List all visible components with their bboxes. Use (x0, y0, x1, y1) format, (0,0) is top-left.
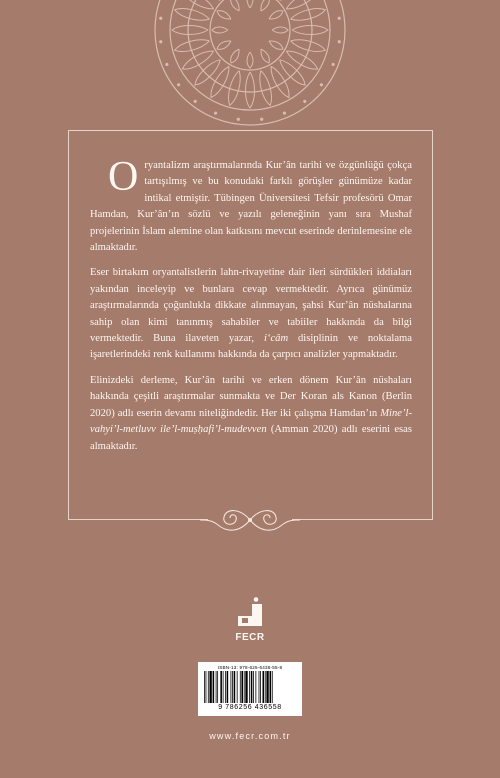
mandala-ornament (150, 0, 350, 130)
publisher-logo (230, 596, 270, 646)
italic-title: Mine’l-vahyi’l-metluvv ile’l-muṣḥafi’l-mudevven (90, 407, 412, 436)
paragraph-2 (90, 265, 412, 363)
paragraph-2-text: Eser birtakım oryantalistlerin lahn-rivayetine dair ileri sürdükleri iddiaları yakından inceleyip ve bunlara cevap vermektedir. Ayrıca günümüz araştırmalarında çoğunlukla dikkate alınmayan, şahsi Kur’ân nüshalarına sahip olan kimi tanınmış sahabiler ve tabiiler hakkında da bilgi vermektedir. Buna ilaveten yazar, (90, 267, 412, 345)
paragraph-2-text-end: disiplinin ve noktalama işaretlerindeki renk kullanımı hakkında da çarpıcı analizler yapmaktadır. (90, 333, 412, 361)
paragraph-3 (90, 373, 412, 455)
barcode (198, 662, 302, 716)
publisher-name: FECR (235, 632, 265, 643)
drop-cap: O (108, 154, 139, 200)
website-url[interactable]: www.fecr.com.tr (209, 731, 291, 741)
paragraph-1-text: ryantalizm araştırmalarında Kur’ân tarihi ve özgünlüğü çokça tartışılmış ve bu konudaki farklı görüşler günümüze kadar intikal etmiştir. Tübingen Üniversitesi Tefsir profesörü Omar Hamdan, Kur’ân’ın sözlü ve yazılı geleneğinin yanı sıra Mushaf projelerinin İslam alemine olan katkısını mevcut eserinde derinlemesine ele almaktadır. (90, 160, 412, 254)
paragraph-3-text-end: (Amman 2020) adlı eserini esas almaktadır. (90, 424, 413, 452)
paragraph-3-text: Elinizdeki derleme, Kur’ân tarihi ve erken dönem Kur’ân nüshaları hakkında çeşitli araştırmalar sunmakta ve Der Koran als Kanon (Berlin 2020) adlı eserin devamı niteliğindedir. Her iki çalışma Hamdan’ın (90, 374, 412, 419)
flourish-ornament (188, 503, 312, 537)
fecr-logo-icon (230, 596, 270, 632)
barcode-bars (202, 671, 298, 703)
barcode-number: 9 786256 436558 (218, 704, 282, 711)
back-cover-text (90, 154, 413, 464)
italic-term: i‘câm (263, 333, 289, 345)
isbn-label: ISBN-13: 978-625-6436-55-8 (217, 665, 283, 670)
paragraph-1 (90, 154, 412, 256)
